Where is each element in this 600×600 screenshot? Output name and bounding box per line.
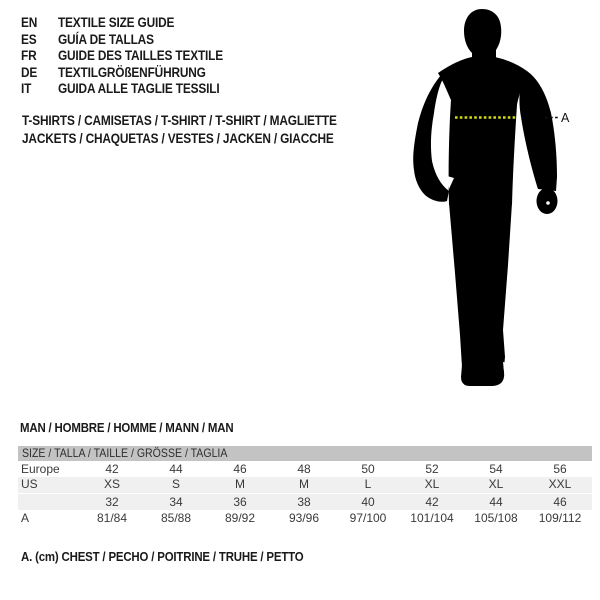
size-value: 44 <box>169 461 183 476</box>
size-value: 40 <box>361 494 375 509</box>
language-title: GUIDE DES TAILLES TEXTILE <box>57 48 223 63</box>
size-value: 42 <box>425 494 439 509</box>
size-value: 46 <box>233 461 247 476</box>
size-value: 46 <box>553 494 567 509</box>
language-row-en <box>21 15 223 32</box>
measurement-footnote: A. (cm) CHEST / PECHO / POITRINE / TRUHE / PETTO <box>21 549 304 564</box>
size-value: 54 <box>489 461 503 476</box>
size-value: M <box>235 477 245 491</box>
size-table <box>18 446 592 527</box>
size-value: 89/92 <box>224 511 256 525</box>
size-value: 36 <box>233 494 247 509</box>
size-value: S <box>171 477 180 491</box>
size-value: 52 <box>425 461 439 476</box>
size-value: XS <box>103 477 120 491</box>
row-label <box>18 494 80 511</box>
table-row-a-chest <box>18 510 592 527</box>
size-value: 101/104 <box>410 511 454 525</box>
size-value: 56 <box>553 461 567 476</box>
size-value: 50 <box>361 461 375 476</box>
size-value: 85/88 <box>160 511 192 525</box>
size-value: 81/84 <box>96 511 128 525</box>
table-row-europe <box>18 461 592 478</box>
language-code: EN <box>21 15 38 30</box>
table-row-us-letter <box>18 477 592 494</box>
category-jackets: JACKETS / CHAQUETAS / VESTES / JACKEN / GIACCHE <box>22 131 334 146</box>
size-value: 97/100 <box>349 511 387 525</box>
size-table-header <box>18 446 592 461</box>
size-value: XL <box>488 477 504 491</box>
language-title: GUÍA DE TALLAS <box>57 31 154 47</box>
language-title: TEXTILE SIZE GUIDE <box>57 15 175 30</box>
size-value: 42 <box>105 461 119 476</box>
size-value: 32 <box>105 494 119 509</box>
size-value: 93/96 <box>288 511 320 525</box>
language-row-de <box>21 65 223 82</box>
size-table-header-label: SIZE / TALLA / TAILLE / GRÖSSE / TAGLIA <box>22 446 228 460</box>
language-code: ES <box>21 31 37 47</box>
man-silhouette-icon <box>405 5 570 390</box>
language-code: IT <box>21 81 32 96</box>
measure-label-a: A <box>561 111 570 125</box>
language-code: DE <box>21 64 38 80</box>
language-title: TEXTILGRÖßENFÜHRUNG <box>57 64 206 80</box>
language-row-it <box>21 81 223 98</box>
size-value: 105/108 <box>474 511 518 525</box>
size-value: L <box>364 477 372 491</box>
row-label: US <box>21 477 38 491</box>
row-label: Europe <box>21 461 60 476</box>
size-value: M <box>299 477 309 491</box>
size-value: XXL <box>548 477 572 491</box>
size-value: XL <box>424 477 440 491</box>
garment-categories <box>22 112 337 148</box>
table-row-us-numeric <box>18 494 592 511</box>
language-title: GUIDA ALLE TAGLIE TESSILI <box>57 81 220 96</box>
size-value: 48 <box>297 461 311 476</box>
size-value: 109/112 <box>538 511 582 525</box>
language-row-es <box>21 32 223 49</box>
size-value: 44 <box>489 494 503 509</box>
language-list <box>21 15 223 98</box>
language-row-fr <box>21 48 223 65</box>
size-value: 38 <box>297 494 311 509</box>
section-title-man: MAN / HOMBRE / HOMME / MANN / MAN <box>20 420 234 435</box>
size-value: 34 <box>169 494 183 509</box>
measurement-figure <box>405 5 570 390</box>
row-label: A <box>21 511 30 525</box>
language-code: FR <box>21 48 37 63</box>
category-tshirts: T-SHIRTS / CAMISETAS / T-SHIRT / T-SHIRT / MAGLIETTE <box>22 113 337 128</box>
